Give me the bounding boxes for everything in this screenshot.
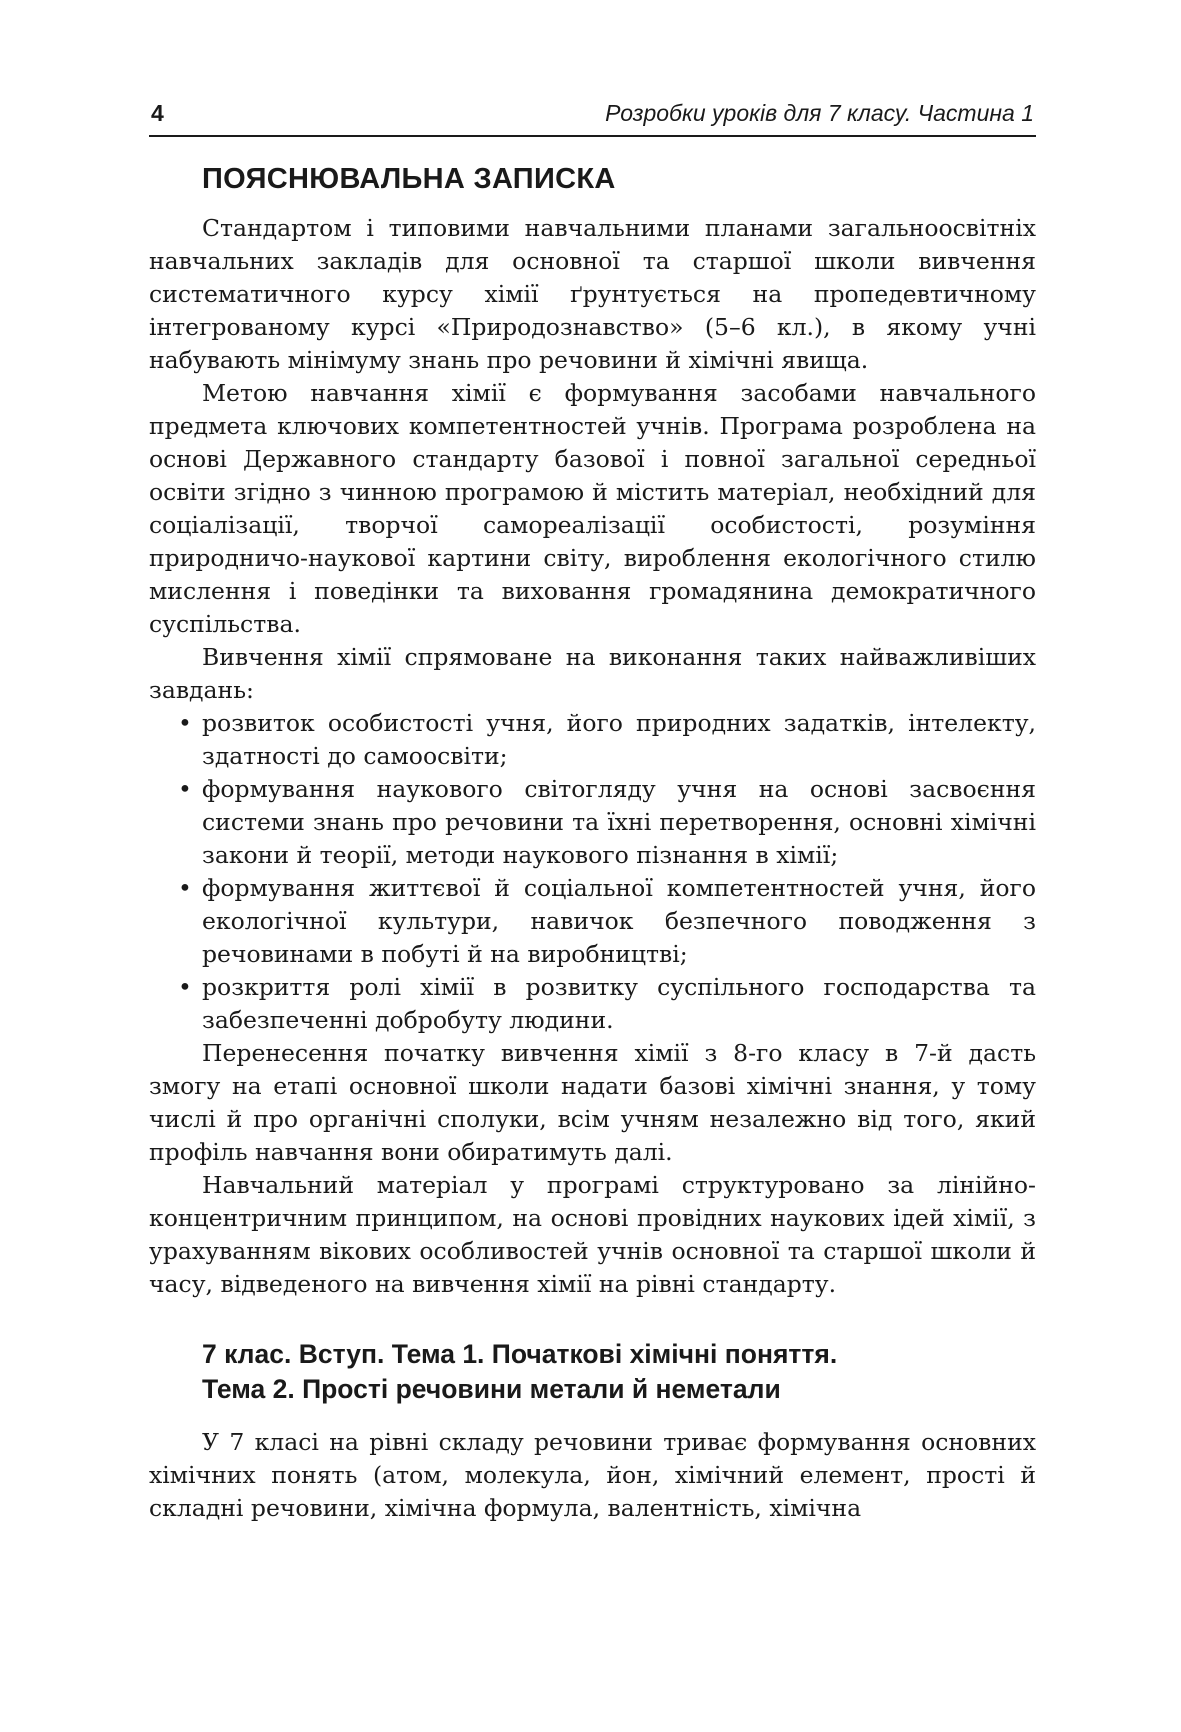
paragraph: Метою навчання хімії є формування засобами навчального предмета ключових компетентностей учнів. Програма розроблена на основі Державного стандарту базової і повної загальної середньої освіти згідно з чинною програмою й містить матеріал, необхідний для соціалізації, творчої самореалізації особистості, розуміння природничо-наукової картини світу, вироблення екологічного стилю мислення і поведінки та виховання громадянина демократичного суспільства. xyxy=(149,379,1036,638)
bullet-icon: • xyxy=(178,709,192,737)
paragraph: Перенесення початку вивчення хімії з 8-го класу в 7-й дасть змогу на етапі основної школи надати базові хімічні знання, у тому числі й про органічні сполуки, всім учням незалежно від того, який профіль навчання вони обиратимуть далі. xyxy=(149,1039,1036,1166)
subsection-body xyxy=(149,1426,1036,1525)
subsection-title-line: Тема 2. Прості речовини метали й неметали xyxy=(202,1374,781,1404)
subsection-title-line: 7 клас. Вступ. Тема 1. Початкові хімічні поняття. xyxy=(202,1339,838,1369)
running-header xyxy=(149,100,1036,137)
list-item xyxy=(149,773,1036,872)
paragraph: Вивчення хімії спрямоване на виконання таких найважливіших завдань: xyxy=(149,643,1036,704)
list-item-text: розвиток особистості учня, його природних задатків, інтелекту, здатності до самоосвіти; xyxy=(202,709,1036,770)
bullet-icon: • xyxy=(178,973,192,1001)
list-item-text: розкриття ролі хімії в розвитку суспільного господарства та забезпеченні добробуту людини. xyxy=(202,973,1036,1034)
paragraph: Стандартом і типовими навчальними планами загальноосвітніх навчальних закладів для основної та старшої школи вивчення систематичного курсу хімії ґрунтується на пропедевтичному інтегрованому курсі «Природознавство» (5–6 кл.), в якому учні набувають мінімуму знань про речовини й хімічні явища. xyxy=(149,214,1036,374)
paragraph: Навчальний матеріал у програмі структуровано за лінійно-концентричним принципом, на основі провідних наукових ідей хімії, з урахуванням вікових особливостей учнів основної та старшої школи й часу, відведеного на вивчення хімії на рівні стандарту. xyxy=(149,1171,1036,1298)
running-title: Розробки уроків для 7 класу. Частина 1 xyxy=(605,100,1034,126)
list-item xyxy=(149,707,1036,773)
tasks-list xyxy=(149,707,1036,1037)
paragraph: У 7 класі на рівні складу речовини триває формування основних хімічних понять (атом, молекула, йон, хімічний елемент, прості й складні речовини, хімічна формула, валентність, хімічна xyxy=(149,1428,1036,1522)
list-item xyxy=(149,971,1036,1037)
bullet-icon: • xyxy=(178,775,192,803)
page xyxy=(149,100,1036,1525)
list-item xyxy=(149,872,1036,971)
list-item-text: формування життєвої й соціальної компетентностей учня, його екологічної культури, навичок безпечного поводження з речовинами в побуті й на виробництві; xyxy=(202,874,1036,968)
subsection-title xyxy=(202,1337,1036,1407)
section-body xyxy=(149,212,1036,1301)
page-number: 4 xyxy=(151,100,164,126)
list-item-text: формування наукового світогляду учня на основі засвоєння системи знань про речовини та їхні перетворення, основні хімічні закони й теорії, методи наукового пізнання в хімії; xyxy=(202,775,1036,869)
bullet-icon: • xyxy=(178,874,192,902)
section-title: ПОЯСНЮВАЛЬНА ЗАПИСКА xyxy=(202,163,616,195)
